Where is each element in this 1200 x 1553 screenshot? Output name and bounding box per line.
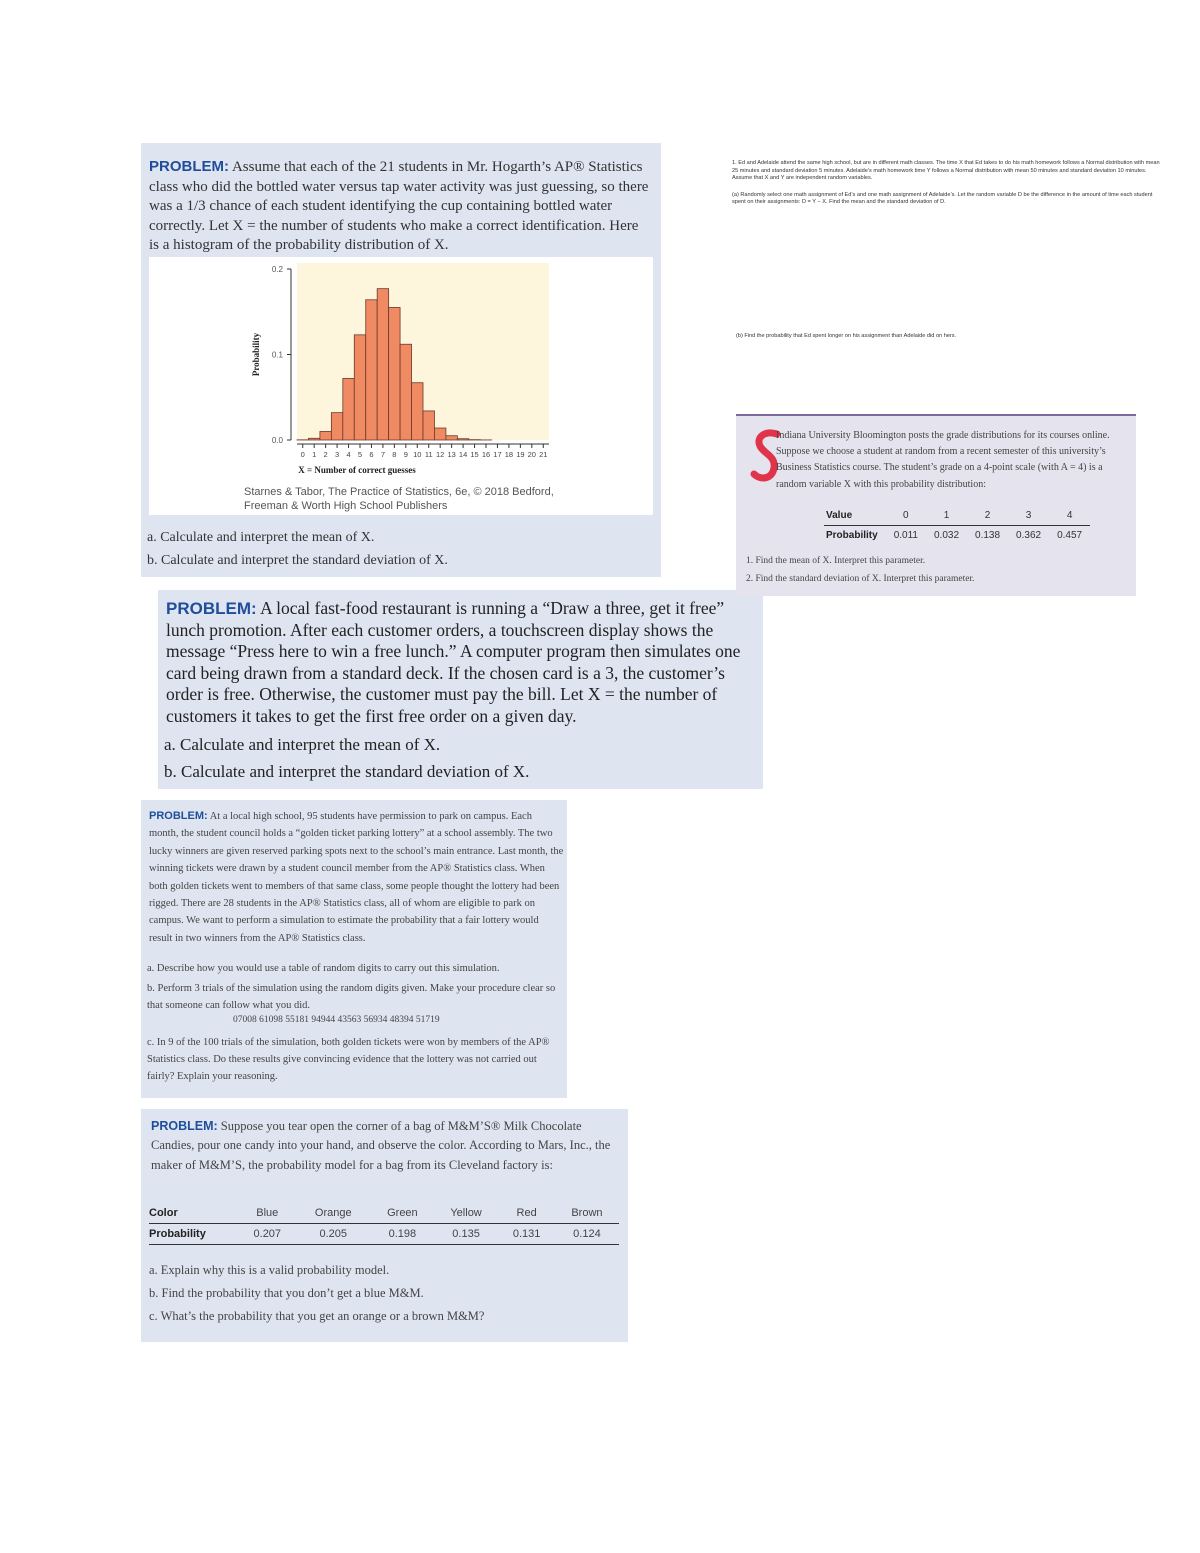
x-tick-label: 3 bbox=[335, 450, 340, 459]
value-cell: 2 bbox=[967, 506, 1008, 526]
grade-probability-label: Probability bbox=[826, 530, 878, 541]
color-cell: Blue bbox=[239, 1203, 296, 1224]
problem-4-statement bbox=[151, 1117, 621, 1175]
problem-3-question-a: a. Describe how you would use a table of random digits to carry out this simulation. bbox=[147, 963, 500, 974]
problem-4-box bbox=[141, 1109, 628, 1342]
histogram-bar bbox=[320, 431, 331, 440]
x-tick-label: 11 bbox=[424, 450, 433, 459]
right-column-text bbox=[732, 160, 1160, 216]
probability-cell: 0.124 bbox=[555, 1224, 619, 1245]
problem-5-question-1: 1. Find the mean of X. Interpret this parameter. bbox=[746, 556, 926, 566]
probability-cell: 0.205 bbox=[296, 1224, 371, 1245]
probability-cell: 0.131 bbox=[498, 1224, 555, 1245]
value-row bbox=[824, 506, 1090, 526]
x-tick-label: 13 bbox=[447, 450, 456, 459]
grade-probability-row bbox=[824, 526, 1090, 546]
histogram-bar bbox=[331, 413, 342, 440]
color-cell: Red bbox=[498, 1203, 555, 1224]
grade-probability-cell: 0.032 bbox=[933, 530, 960, 541]
value-cell: 4 bbox=[1049, 506, 1090, 526]
problem-1-keyword: PROBLEM: bbox=[149, 158, 229, 175]
x-tick-label: 18 bbox=[504, 450, 514, 459]
probability-cell: 0.207 bbox=[239, 1224, 296, 1245]
y-tick-label: 0.0 bbox=[271, 436, 283, 445]
problem-5-statement: Indiana University Bloomington posts the grade distributions for its courses online. Suppose we choose a student at random from a recent semester of this university’s Business Statistics course. The student’s grade on a 4-point scale (with A = 4) is a random variable X with this probability distribution: bbox=[776, 430, 1110, 490]
histogram-bar bbox=[423, 411, 434, 440]
problem-3-text: At a local high school, 95 students have permission to park on campus. Each month, the student council holds a “golden ticket parking lottery” at a school assembly. The two lucky winners are given reserved parking spots next to the school’s main entrance. Last month, the winning tickets were drawn by a student council member from the AP® Statistics class. When both golden tickets went to members of that same class, some people thought the lottery had been rigged. There are 28 students in the AP® Statistics class, all of whom are eligible to park on campus. We want to perform a simulation to estimate the probability that a fair lottery would result in two winners from the AP® Statistics class. bbox=[149, 811, 564, 944]
color-cell: Orange bbox=[296, 1203, 371, 1224]
x-tick-label: 2 bbox=[323, 450, 328, 459]
problem-3-question-b: b. Perform 3 trials of the simulation using the random digits given. Make your procedure clear so that someone can follow what you did. bbox=[147, 983, 556, 1011]
problem-2-question-a: a. Calculate and interpret the mean of X. bbox=[164, 735, 441, 754]
histogram-bar bbox=[412, 383, 423, 440]
x-axis-label: X = Number of correct guesses bbox=[298, 465, 416, 475]
right-paragraph-3: (b) Find the probability that Ed spent longer on his assignment than Adelaide did on hers. bbox=[736, 333, 957, 339]
grade-probability-cell: 0.362 bbox=[1016, 530, 1042, 541]
histogram-bar bbox=[343, 378, 354, 440]
histogram-bar bbox=[400, 344, 411, 440]
y-axis-label: Probability bbox=[251, 332, 261, 377]
problem-4-keyword: PROBLEM: bbox=[151, 1119, 218, 1133]
x-tick-label: 4 bbox=[346, 450, 351, 459]
histogram-bar bbox=[354, 335, 365, 440]
figure-credit bbox=[244, 485, 554, 513]
x-tick-label: 8 bbox=[392, 450, 397, 459]
histogram-bar bbox=[366, 300, 377, 440]
value-cell: 1 bbox=[926, 506, 967, 526]
x-tick-label: 17 bbox=[493, 450, 502, 459]
problem-1-box bbox=[141, 143, 661, 577]
histogram-bar bbox=[377, 289, 388, 440]
value-cell: 3 bbox=[1008, 506, 1049, 526]
problem-1-text: Assume that each of the 21 students in Mr. Hogarth’s AP® Statistics class who did the bottled water versus tap water activity was just guessing, so there was a 1/3 chance of each student identifying the cup containing bottled water correctly. Let X = the number of students who make a correct identification. Here is a histogram of the probability distribution of X. bbox=[149, 159, 649, 254]
histogram-chart bbox=[149, 257, 653, 487]
color-label: Color bbox=[149, 1203, 239, 1224]
x-tick-label: 1 bbox=[312, 450, 317, 459]
probability-cell: 0.198 bbox=[371, 1224, 434, 1245]
histogram-bar bbox=[389, 307, 400, 440]
x-tick-label: 9 bbox=[403, 450, 408, 459]
histogram-bar bbox=[434, 428, 445, 440]
histogram-bar bbox=[446, 436, 457, 440]
problem-4-question-a: a. Explain why this is a valid probability model. bbox=[149, 1263, 390, 1277]
problem-4-question-b: b. Find the probability that you don’t get a blue M&M. bbox=[149, 1286, 424, 1300]
x-tick-label: 15 bbox=[470, 450, 479, 459]
histogram-bar bbox=[308, 438, 319, 440]
right-paragraph-2: (a) Randomly select one math assignment of Ed’s and one math assignment of Adelaide’s. Let the random variable D be the difference in the amount of time each student spent on their assignments: D = Y − X. Find the mean and the standard deviation of D. bbox=[732, 191, 1153, 205]
x-tick-label: 0 bbox=[300, 450, 305, 459]
x-tick-label: 5 bbox=[357, 450, 363, 459]
problem-2-text: A local fast-food restaurant is running a “Draw a three, get it free” lunch promotion. After each customer orders, a touchscreen display shows the message “Press here to win a free lunch.” A computer program then simulates one card being drawn from a standard deck. If the chosen card is a 3, the customer’s order is free. Otherwise, the customer must pay the bill. Let X = the number of customers it takes to get the first free order on a given day. bbox=[166, 598, 741, 726]
histogram-bar bbox=[457, 439, 468, 440]
x-tick-label: 20 bbox=[527, 450, 536, 459]
x-tick-label: 10 bbox=[413, 450, 422, 459]
problem-2-keyword: PROBLEM: bbox=[166, 599, 257, 618]
problem-2-question-b: b. Calculate and interpret the standard deviation of X. bbox=[164, 762, 530, 781]
mm-probability-table bbox=[149, 1203, 619, 1245]
x-tick-label: 12 bbox=[436, 450, 445, 459]
problem-1-statement bbox=[149, 157, 649, 256]
grade-probability-cell: 0.011 bbox=[893, 530, 918, 541]
histogram-figure bbox=[149, 257, 653, 515]
problem-2-box bbox=[158, 590, 763, 789]
random-digits: 07008 61098 55181 94944 43563 56934 48394 51719 bbox=[233, 1015, 440, 1025]
credit-line-1: Starnes & Tabor, The Practice of Statistics, 6e, © 2018 Bedford, bbox=[244, 486, 554, 498]
grade-probability-cell: 0.457 bbox=[1057, 530, 1083, 541]
color-cell: Green bbox=[371, 1203, 434, 1224]
problem-5-box bbox=[736, 414, 1136, 596]
problem-1-question-a: a. Calculate and interpret the mean of X. bbox=[147, 530, 375, 545]
color-cell: Yellow bbox=[434, 1203, 499, 1224]
value-cell: 0 bbox=[886, 506, 926, 526]
problem-3-statement bbox=[149, 808, 564, 947]
color-row bbox=[149, 1203, 619, 1224]
right-paragraph-1: 1. Ed and Adelaide attend the same high school, but are in different math classes. The time X that Ed takes to do his math homework follows a Normal distribution with mean 25 minutes and standard deviation 5 minutes. Adelaide’s math homework time Y follows a Normal distribution with mean 50 minutes and standard deviation 10 minutes. Assume that X and Y are independent random variables. bbox=[732, 160, 1160, 181]
x-tick-label: 6 bbox=[369, 450, 374, 459]
y-tick-label: 0.1 bbox=[271, 350, 283, 360]
x-tick-label: 14 bbox=[458, 450, 468, 459]
problem-3-keyword: PROBLEM: bbox=[149, 810, 208, 822]
x-tick-label: 16 bbox=[481, 450, 491, 459]
problem-1-question-b: b. Calculate and interpret the standard deviation of X. bbox=[147, 553, 448, 568]
probability-row bbox=[149, 1224, 619, 1245]
problem-4-text: Suppose you tear open the corner of a bag of M&M’S® Milk Chocolate Candies, pour one candy into your hand, and observe the color. According to Mars, Inc., the maker of M&M’S, the probability model for a bag from its Cleveland factory is: bbox=[151, 1119, 611, 1172]
y-tick-label: 0.2 bbox=[271, 265, 283, 274]
problem-3-box bbox=[141, 800, 567, 1098]
x-tick-label: 19 bbox=[516, 450, 525, 459]
credit-line-2: Freeman & Worth High School Publishers bbox=[244, 500, 448, 512]
x-tick-label: 21 bbox=[539, 450, 548, 459]
problem-2-statement bbox=[166, 598, 746, 727]
problem-3-question-c: c. In 9 of the 100 trials of the simulation, both golden tickets were won by members of the AP® Statistics class. Do these results give convincing evidence that the lottery was not carried out fairly? Explain your reasoning. bbox=[147, 1037, 550, 1082]
problem-5-question-2: 2. Find the standard deviation of X. Interpret this parameter. bbox=[746, 574, 975, 584]
x-tick-label: 7 bbox=[380, 450, 385, 459]
probability-label: Probability bbox=[149, 1224, 239, 1245]
probability-cell: 0.135 bbox=[434, 1224, 499, 1245]
value-label: Value bbox=[824, 506, 886, 526]
grade-probability-cell: 0.138 bbox=[975, 530, 1001, 541]
problem-4-question-c: c. What’s the probability that you get an orange or a brown M&M? bbox=[149, 1309, 485, 1323]
grade-probability-table bbox=[824, 506, 1090, 545]
color-cell: Brown bbox=[555, 1203, 619, 1224]
